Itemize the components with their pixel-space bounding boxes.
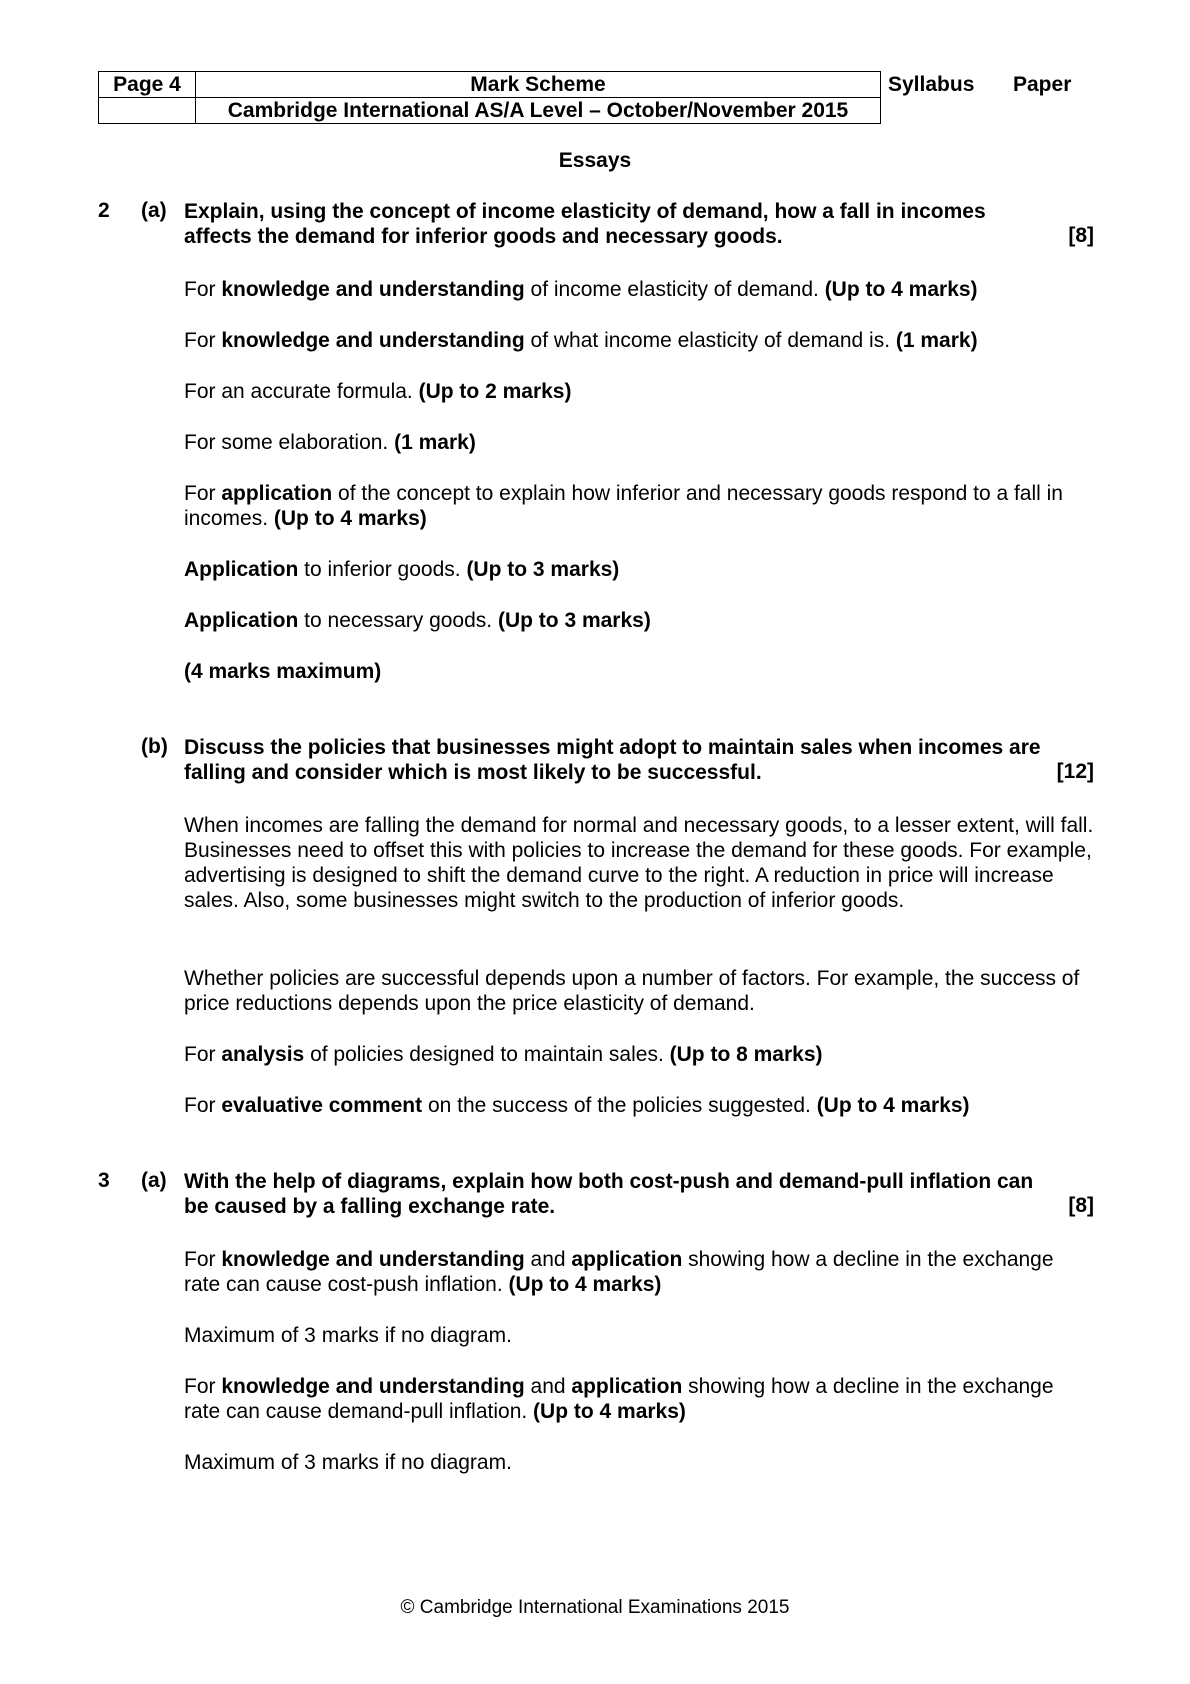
mark-criterion: Application to inferior goods. (Up to 3 marks) — [184, 558, 620, 581]
question-text — [184, 199, 1094, 249]
question-line: Explain, using the concept of income elasticity of demand, how a fall in incomes — [184, 200, 986, 223]
mark-criterion: For knowledge and understanding and application showing how a decline in the exchange rate can cause demand-pull inflation. (Up to 4 marks) — [184, 1375, 1054, 1423]
question-part: (a) — [141, 199, 167, 222]
question-marks: [8] — [1068, 1194, 1094, 1217]
mark-criterion: Application to necessary goods. (Up to 3 marks) — [184, 609, 651, 632]
mark-criterion: (4 marks maximum) — [184, 660, 382, 683]
mark-criterion: For evaluative comment on the success of the policies suggested. (Up to 4 marks) — [184, 1094, 970, 1117]
question-part: (a) — [141, 1169, 167, 1192]
mark-criterion: For application of the concept to explain how inferior and necessary goods respond to a fall in incomes. (Up to 4 marks) — [184, 482, 1063, 530]
mark-criterion: For some elaboration. (1 mark) — [184, 431, 476, 454]
question-text — [184, 1169, 1094, 1219]
answer-paragraph: Maximum of 3 marks if no diagram. — [184, 1324, 512, 1347]
mark-criterion: For knowledge and understanding and application showing how a decline in the exchange rate can cause cost-push inflation. (Up to 4 marks) — [184, 1248, 1054, 1296]
mark-criterion: For analysis of policies designed to maintain sales. (Up to 8 marks) — [184, 1043, 823, 1066]
mark-criterion: For an accurate formula. (Up to 2 marks) — [184, 380, 572, 403]
header-title: Mark Scheme — [196, 72, 881, 98]
question-line: be caused by a falling exchange rate. — [184, 1195, 556, 1218]
paper-label: Paper — [1013, 73, 1072, 96]
page-number: Page 4 — [99, 72, 196, 98]
question-part: (b) — [141, 735, 168, 758]
section-title: Essays — [558, 149, 632, 172]
question-marks: [8] — [1068, 224, 1094, 247]
mark-criterion: For knowledge and understanding of income elasticity of demand. (Up to 4 marks) — [184, 278, 978, 301]
answer-paragraph: Maximum of 3 marks if no diagram. — [184, 1451, 512, 1474]
question-line: Discuss the policies that businesses might adopt to maintain sales when incomes are — [184, 736, 1041, 759]
question-line: affects the demand for inferior goods and necessary goods. — [184, 225, 783, 248]
question-text — [184, 735, 1094, 785]
copyright-footer: © Cambridge International Examinations 2015 — [400, 1597, 790, 1618]
empty-cell — [99, 98, 196, 124]
question-line: With the help of diagrams, explain how both cost-push and demand-pull inflation can — [184, 1170, 1034, 1193]
mark-criterion: For knowledge and understanding of what income elasticity of demand is. (1 mark) — [184, 329, 978, 352]
header-subtitle: Cambridge International AS/A Level – October/November 2015 — [196, 98, 881, 124]
question-number: 2 — [98, 199, 110, 222]
question-line: falling and consider which is most likely to be successful. — [184, 761, 762, 784]
question-number: 3 — [98, 1169, 110, 1192]
syllabus-label: Syllabus — [888, 73, 975, 96]
answer-paragraph: When incomes are falling the demand for normal and necessary goods, to a lesser extent, will fall. Businesses need to offset this with policies to increase the demand for these goods. For example, advertising is designed to shift the demand curve to the right. A reduction in price will increase sales. Also, some businesses might switch to the production of inferior goods. — [184, 814, 1094, 912]
header-table — [98, 71, 881, 124]
question-marks: [12] — [1056, 760, 1094, 783]
answer-paragraph: Whether policies are successful depends upon a number of factors. For example, the success of price reductions depends upon the price elasticity of demand. — [184, 967, 1080, 1015]
